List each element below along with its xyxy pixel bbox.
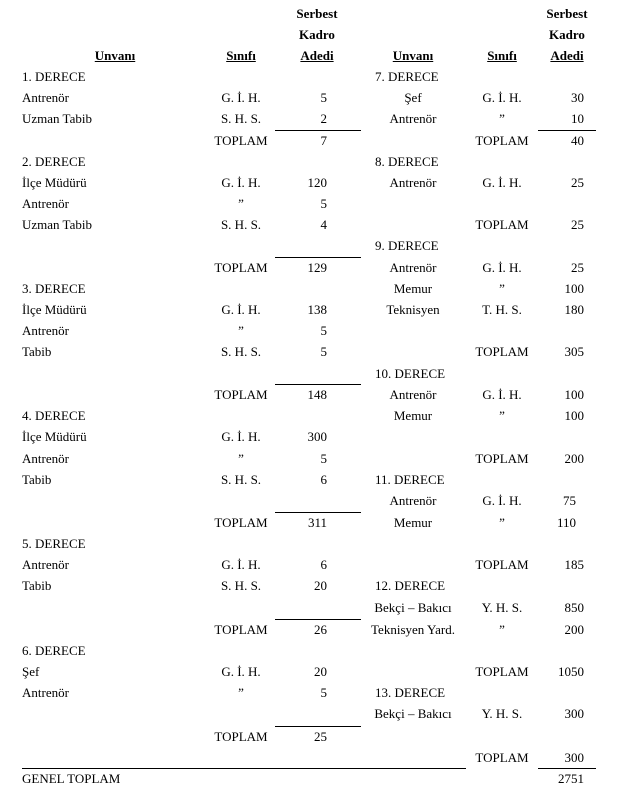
row-sinif: ” <box>238 196 244 211</box>
toplam-value: 40 <box>571 133 584 148</box>
row-sinif: S. H. S. <box>220 344 262 359</box>
row-adet: 100 <box>564 408 584 423</box>
row-sinif: S. H. S. <box>220 578 262 593</box>
row-adet: 30 <box>571 90 584 105</box>
derece-heading: 1. DERECE <box>22 69 86 84</box>
row-adet: 200 <box>564 622 584 637</box>
toplam-value: 25 <box>314 729 327 744</box>
row-unvan: Uzman Tabib <box>22 111 92 126</box>
right-unvan-header: Unvanı <box>392 48 434 63</box>
row-sinif: ” <box>238 685 244 700</box>
row-unvan: Tabib <box>22 472 52 487</box>
row-adet: 75 <box>563 493 576 508</box>
row-adet: 25 <box>571 260 584 275</box>
grand-total-rule-right <box>538 768 596 769</box>
row-sinif: G. İ. H. <box>221 175 261 190</box>
toplam-label: TOPLAM <box>214 622 268 637</box>
toplam-label: TOPLAM <box>214 260 268 275</box>
row-unvan: Şef <box>22 664 40 679</box>
toplam-label: TOPLAM <box>214 387 268 402</box>
row-unvan: Memur <box>393 408 433 423</box>
row-unvan: Antrenör <box>22 685 69 700</box>
derece-heading: 2. DERECE <box>22 154 86 169</box>
row-adet: 5 <box>320 451 327 466</box>
row-sinif: G. İ. H. <box>221 429 261 444</box>
row-sinif: Y. H. S. <box>481 600 523 615</box>
toplam-label: TOPLAM <box>475 217 529 232</box>
left-sinif-header: Sınıfı <box>226 48 256 63</box>
row-unvan: İlçe Müdürü <box>22 429 87 444</box>
row-unvan: Antrenör <box>389 260 437 275</box>
row-adet: 5 <box>320 90 327 105</box>
row-sinif: S. H. S. <box>220 111 262 126</box>
subtotal-rule <box>275 257 361 258</box>
toplam-value: 185 <box>564 557 584 572</box>
row-unvan: Antrenör <box>22 557 69 572</box>
toplam-label: TOPLAM <box>214 729 268 744</box>
row-sinif: S. H. S. <box>220 217 262 232</box>
row-adet: 110 <box>556 515 576 530</box>
row-sinif: T. H. S. <box>482 302 522 317</box>
row-unvan: Şef <box>404 90 422 105</box>
row-unvan: Antrenör <box>22 90 69 105</box>
row-unvan: Memur <box>393 281 433 296</box>
derece-heading: 4. DERECE <box>22 408 86 423</box>
row-unvan: Antrenör <box>389 175 437 190</box>
subtotal-rule <box>275 384 361 385</box>
row-adet: 4 <box>320 217 327 232</box>
row-unvan: Memur <box>393 515 433 530</box>
left-adet-header-line3: Adedi <box>300 48 334 63</box>
row-unvan: Antrenör <box>389 493 437 508</box>
toplam-label: TOPLAM <box>475 451 529 466</box>
row-adet: 5 <box>320 196 327 211</box>
toplam-value: 26 <box>314 622 327 637</box>
row-sinif: Y. H. S. <box>481 706 523 721</box>
row-sinif: G. İ. H. <box>482 260 522 275</box>
toplam-label: TOPLAM <box>475 557 529 572</box>
row-adet: 180 <box>564 302 584 317</box>
row-sinif: G. İ. H. <box>482 175 522 190</box>
derece-heading: 6. DERECE <box>22 643 86 658</box>
grand-total-value: 2751 <box>558 771 584 786</box>
toplam-value: 7 <box>320 133 327 148</box>
grand-total-rule-left <box>22 768 466 769</box>
derece-heading: 12. DERECE <box>375 578 446 593</box>
row-adet: 25 <box>571 175 584 190</box>
derece-heading: 5. DERECE <box>22 536 86 551</box>
row-unvan: Teknisyen Yard. <box>371 622 455 637</box>
toplam-value: 148 <box>307 387 327 402</box>
row-adet: 300 <box>564 706 584 721</box>
right-sinif-header: Sınıfı <box>487 48 517 63</box>
row-sinif: G. İ. H. <box>482 387 522 402</box>
toplam-label: TOPLAM <box>475 664 529 679</box>
row-adet: 5 <box>320 685 327 700</box>
toplam-value: 300 <box>564 750 584 765</box>
toplam-value: 1050 <box>558 664 584 679</box>
right-adet-header-line1: Serbest <box>546 6 588 21</box>
row-adet: 5 <box>320 344 327 359</box>
row-sinif: G. İ. H. <box>221 664 261 679</box>
row-adet: 300 <box>307 429 327 444</box>
row-sinif: G. İ. H. <box>482 493 522 508</box>
row-adet: 6 <box>320 557 327 572</box>
row-sinif: ” <box>238 323 244 338</box>
toplam-label: TOPLAM <box>475 133 529 148</box>
derece-heading: 7. DERECE <box>375 69 439 84</box>
row-unvan: Antrenör <box>22 323 69 338</box>
row-adet: 100 <box>564 281 584 296</box>
row-sinif: G. İ. H. <box>482 90 522 105</box>
subtotal-rule <box>275 130 361 131</box>
row-adet: 120 <box>307 175 327 190</box>
row-sinif: S. H. S. <box>220 472 262 487</box>
toplam-value: 311 <box>307 515 327 530</box>
toplam-label: TOPLAM <box>214 133 268 148</box>
toplam-label: TOPLAM <box>475 344 529 359</box>
left-unvan-header: Unvanı <box>94 48 136 63</box>
left-adet-header-line2: Kadro <box>299 27 335 42</box>
row-unvan: Antrenör <box>22 196 69 211</box>
row-unvan: Tabib <box>22 578 52 593</box>
subtotal-rule <box>275 726 361 727</box>
row-adet: 138 <box>307 302 327 317</box>
toplam-value: 305 <box>564 344 584 359</box>
row-sinif: ” <box>499 515 505 530</box>
subtotal-rule <box>538 130 596 131</box>
row-adet: 850 <box>564 600 584 615</box>
left-adet-header-line1: Serbest <box>296 6 338 21</box>
row-unvan: Antrenör <box>389 111 437 126</box>
toplam-value: 129 <box>307 260 327 275</box>
row-unvan: İlçe Müdürü <box>22 175 87 190</box>
derece-heading: 10. DERECE <box>375 366 446 381</box>
row-unvan: Tabib <box>22 344 52 359</box>
row-sinif: ” <box>499 111 505 126</box>
row-unvan: İlçe Müdürü <box>22 302 87 317</box>
row-sinif: ” <box>499 281 505 296</box>
toplam-label: TOPLAM <box>475 750 529 765</box>
row-adet: 6 <box>320 472 327 487</box>
right-adet-header-line3: Adedi <box>550 48 584 63</box>
row-adet: 2 <box>320 111 327 126</box>
row-unvan: Bekçi – Bakıcı <box>374 600 452 615</box>
right-adet-header-line2: Kadro <box>549 27 585 42</box>
toplam-value: 25 <box>571 217 584 232</box>
row-sinif: G. İ. H. <box>221 302 261 317</box>
row-sinif: ” <box>238 451 244 466</box>
row-adet: 5 <box>320 323 327 338</box>
toplam-label: TOPLAM <box>214 515 268 530</box>
row-adet: 10 <box>571 111 584 126</box>
row-unvan: Antrenör <box>22 451 69 466</box>
row-adet: 20 <box>314 578 327 593</box>
row-sinif: ” <box>499 622 505 637</box>
row-sinif: G. İ. H. <box>221 557 261 572</box>
row-sinif: G. İ. H. <box>221 90 261 105</box>
derece-heading: 11. DERECE <box>375 472 445 487</box>
row-adet: 100 <box>564 387 584 402</box>
row-sinif: ” <box>499 408 505 423</box>
row-unvan: Uzman Tabib <box>22 217 92 232</box>
derece-heading: 13. DERECE <box>375 685 446 700</box>
subtotal-rule <box>275 619 361 620</box>
subtotal-rule <box>275 512 361 513</box>
row-unvan: Bekçi – Bakıcı <box>374 706 452 721</box>
derece-heading: 3. DERECE <box>22 281 86 296</box>
grand-total-label: GENEL TOPLAM <box>22 771 121 786</box>
derece-heading: 9. DERECE <box>375 238 439 253</box>
row-unvan: Teknisyen <box>386 302 440 317</box>
derece-heading: 8. DERECE <box>375 154 439 169</box>
row-adet: 20 <box>314 664 327 679</box>
row-unvan: Antrenör <box>389 387 437 402</box>
toplam-value: 200 <box>564 451 584 466</box>
